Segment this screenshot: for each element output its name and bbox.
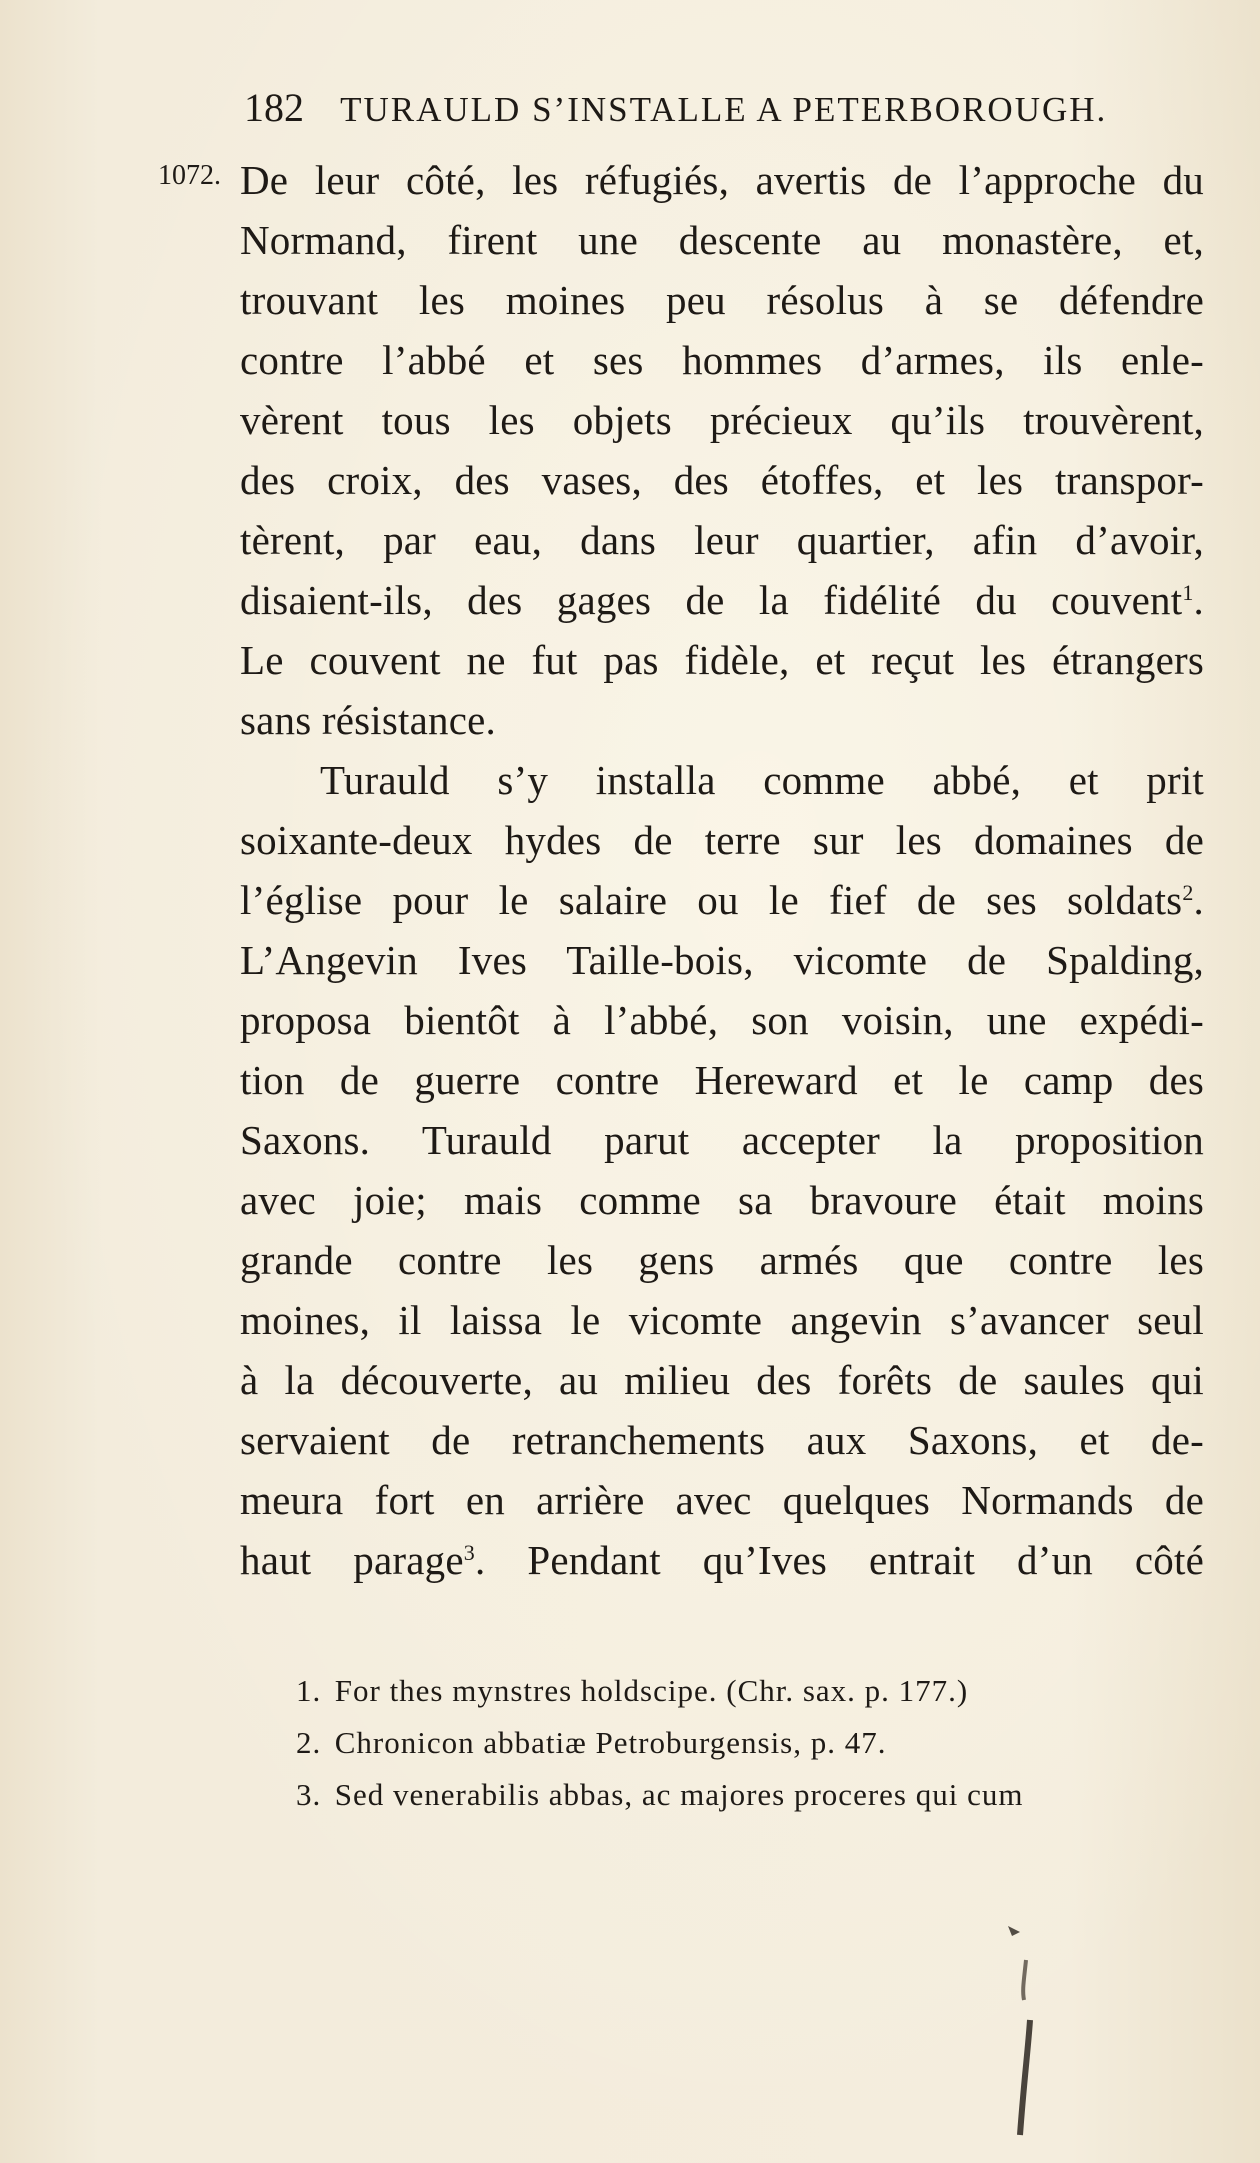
text-fragment: l’église pour le salaire ou le fief de ses soldats [240, 877, 1183, 923]
text-line: sans résistance. [240, 697, 496, 743]
main-text [240, 150, 1204, 1590]
text-line: L’Angevin Ives Taille-bois, vicomte de Spalding, [240, 937, 1204, 983]
text-fragment: Pendant qu’Ives entrait d’un côté [527, 1537, 1204, 1583]
text-fragment: . [1193, 577, 1204, 623]
footnotes [296, 1665, 1196, 1821]
footnote-ref-1: 1 [1182, 580, 1194, 605]
text-line: trouvant les moines peu résolus à se défendre [240, 277, 1204, 323]
margin-year-note: 1072. [158, 160, 221, 191]
text-line-with-note: haut parage$^3$. Pendant qu’Ives entrait d’un côté [240, 1537, 1204, 1583]
text-line: Normand, firent une descente au monastère, et, [240, 217, 1204, 263]
footnote-text: Chronicon abbatiæ Petroburgensis, p. 47. [334, 1725, 887, 1760]
text-line-with-note [240, 570, 1204, 630]
text-line: des croix, des vases, des étoffes, et les transpor- [240, 457, 1204, 503]
text-line: tèrent, par eau, dans leur quartier, afin d’avoir, [240, 517, 1204, 563]
running-header [244, 84, 1107, 131]
text-line: Saxons. Turauld parut accepter la proposition [240, 1117, 1204, 1163]
ink-stain-decoration [1000, 1920, 1060, 2140]
footnote-1 [296, 1665, 1196, 1717]
text-line: De leur côté, les réfugiés, avertis de l’approche du [240, 157, 1204, 203]
text-line: Le couvent ne fut pas fidèle, et reçut les étrangers [240, 637, 1204, 683]
text-line: proposa bientôt à l’abbé, son voisin, une expédi- [240, 997, 1204, 1043]
footnote-number: 1. [296, 1673, 322, 1708]
footnote-number: 3. [296, 1777, 322, 1812]
footnote-number: 2. [296, 1725, 322, 1760]
text-line: vèrent tous les objets précieux qu’ils trouvèrent, [240, 397, 1204, 443]
text-line: moines, il laissa le vicomte angevin s’avancer seul [240, 1297, 1204, 1343]
text-line: contre l’abbé et ses hommes d’armes, ils enle- [240, 337, 1204, 383]
text-line: Turauld s’y installa comme abbé, et prit [320, 757, 1204, 803]
footnote-text: Sed venerabilis abbas, ac majores proceres qui cum [334, 1777, 1024, 1812]
text-line: grande contre les gens armés que contre les [240, 1237, 1204, 1283]
text-line: tion de guerre contre Hereward et le camp des [240, 1057, 1204, 1103]
footnote-ref-2: 2 [1182, 880, 1194, 905]
page-number: 182 [244, 85, 304, 130]
text-line: meura fort en arrière avec quelques Normands de [240, 1477, 1204, 1523]
text-fragment: disaient-ils, des gages de la fidélité du couvent [240, 577, 1183, 623]
text-line: avec joie; mais comme sa bravoure était moins [240, 1177, 1204, 1223]
text-fragment: haut parage [240, 1537, 464, 1583]
footnote-text: For thes mynstres holdscipe. (Chr. sax. p. 177.) [334, 1673, 969, 1708]
running-title: TURAULD S’INSTALLE A PETERBOROUGH. [340, 90, 1108, 129]
text-line-with-note: l’église pour le salaire ou le fief de ses soldats$^2$. [240, 877, 1204, 923]
text-line: servaient de retranchements aux Saxons, et de- [240, 1417, 1204, 1463]
footnote-3 [296, 1769, 1196, 1821]
text-line: soixante-deux hydes de terre sur les domaines de [240, 817, 1204, 863]
footnote-ref-3: 3 [463, 1540, 475, 1565]
footnote-2 [296, 1717, 1196, 1769]
text-line: à la découverte, au milieu des forêts de saules qui [240, 1357, 1204, 1403]
